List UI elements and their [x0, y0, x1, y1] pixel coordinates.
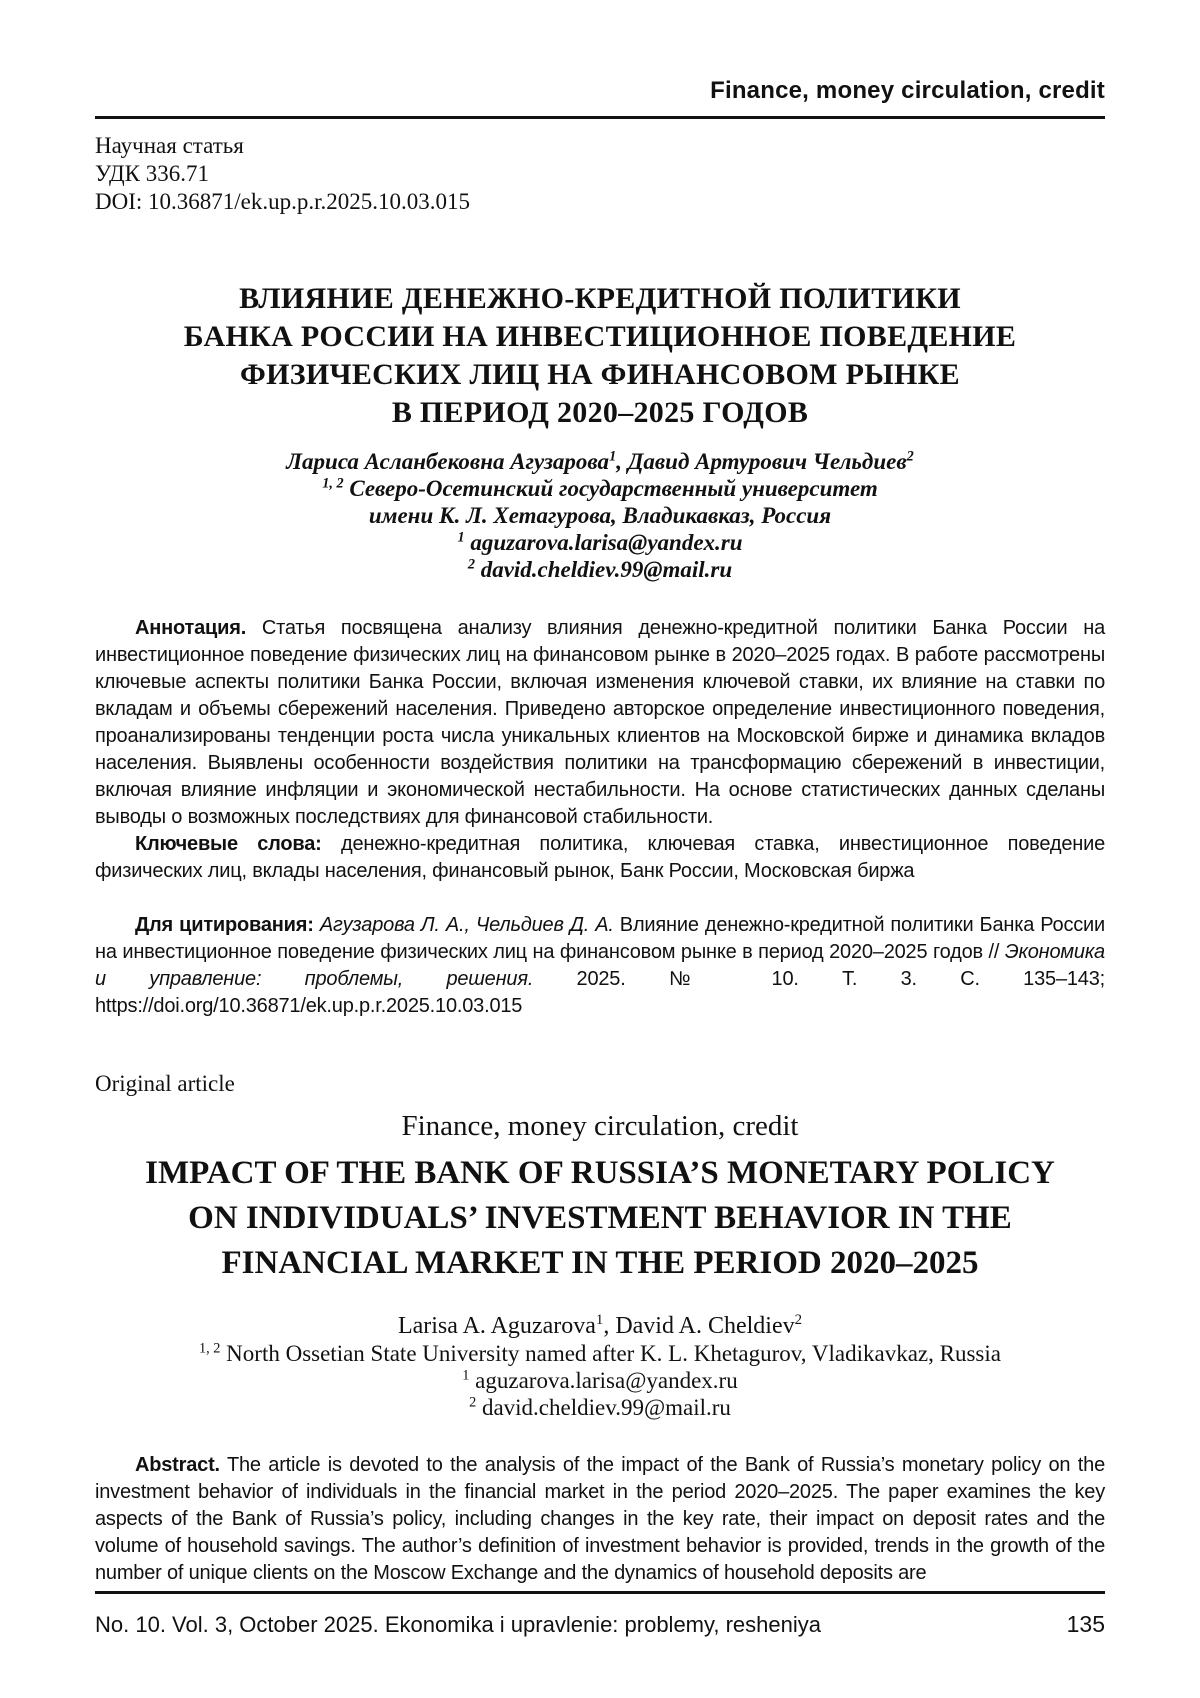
footer-rule: [95, 1591, 1105, 1594]
section-heading-en: Finance, money circulation, credit: [401, 1110, 799, 1142]
title-ru-line: БАНКА РОССИИ НА ИНВЕСТИЦИОННОЕ ПОВЕДЕНИЕ: [183, 320, 1017, 353]
author2-affil-mark-en: 2: [794, 1312, 803, 1328]
citation-journal: Экономика и управление: проблемы, решения.: [95, 941, 1105, 990]
author1-email-en: $^1$ aguzarova.larisa@yandex.ru: [462, 1367, 738, 1393]
keywords-ru-label: Ключевые слова:: [135, 833, 322, 855]
title-ru-line: ВЛИЯНИЕ ДЕНЕЖНО-КРЕДИТНОЙ ПОЛИТИКИ: [239, 282, 961, 315]
abstract-en-label: Abstract.: [135, 1454, 220, 1476]
citation-text: Влияние денежно-кредитной политики Банка России на инвестиционное поведение физических лиц на финансовом рынке в период 2020–2025 годов //: [95, 914, 1105, 963]
page-footer: [95, 1591, 1105, 1638]
affiliation-en: $^{1, 2}$ North Ossetian State University named after K. L. Khetagurov, Vladikavkaz, Russia: [199, 1340, 1001, 1366]
abstract-en-text: The article is devoted to the analysis of the impact of the Bank of Russia’s monetary policy on the investment behavior of individuals in the financial market in the period 2020–2025. The paper examines the key aspects of the Bank of Russia’s policy, including changes in the key rate, their impact on deposit rates and the volume of household savings. The author’s definition of investment behavior is provided, trends in the growth of the number of unique clients on the Moscow Exchange and the dynamics of household deposits are: [95, 1454, 1105, 1584]
article-type-ru: Научная статья: [95, 133, 244, 158]
affiliation-ru-line1: $^{1, 2}$ Северо-Осетинский государственный университет: [322, 475, 878, 501]
abstract-ru-label: Аннотация.: [135, 617, 247, 639]
keywords-ru-text: денежно-кредитная политика, ключевая ставка, инвестиционное поведение физических лиц, вклады населения, финансовый рынок, Банк России, Московская биржа: [95, 833, 1105, 882]
abstract-ru: [95, 615, 1105, 831]
citation-ref: 2025. № 10. Т. 3. С. 135–143; https://doi.org/10.36871/ek.up.p.r.2025.10.03.015: [95, 968, 1105, 1017]
footer-journal-info: No. 10. Vol. 3, October 2025. Ekonomika i upravlenie: problemy, resheniya: [95, 1612, 821, 1637]
citation-authors: Агузарова Л. А., Чельдиев Д. А.: [313, 914, 614, 936]
authors-line-en: Larisa A. Aguzarova$^1$, David A. Cheldiev$^2$: [397, 1312, 803, 1339]
affiliation-en-block: [95, 1340, 1105, 1421]
abstract-ru-text: Статья посвящена анализу влияния денежно-кредитной политики Банка России на инвестиционное поведение физических лиц на финансовом рынке в 2020–2025 годах. В работе рассмотрены ключевые аспекты политики Банка России, включая изменения ключевой ставки, их влияние на ставки по вкладам и объемы сбережений населения. Приведено авторское определение инвестиционного поведения, проанализированы тенденции роста числа уникальных клиентов на Московской бирже и динамика вкладов населения. Выявлены особенности воздействия политики на трансформацию сбережений в инвестиции, включая влияние инфляции и экономической нестабильности. На основе статистических данных сделаны выводы о возможных последствиях для финансовой стабильности.: [95, 617, 1105, 828]
keywords-ru: [95, 831, 1105, 885]
authors-block-ru: [95, 448, 1105, 583]
title-en: [95, 1151, 1105, 1286]
citation-ru: [95, 912, 1105, 1020]
title-en-line: IMPACT OF THE BANK OF RUSSIA’S MONETARY POLICY: [145, 1155, 1055, 1191]
author2-email-en: $^2$ david.cheldiev.99@mail.ru: [469, 1394, 731, 1420]
author1-affil-mark: 1: [609, 448, 617, 465]
journal-rubric-header: Finance, money circulation, credit: [710, 77, 1105, 104]
affil-marks: 1, 2: [322, 475, 344, 492]
title-en-line: FINANCIAL MARKET IN THE PERIOD 2020–2025: [221, 1245, 979, 1281]
doi-line: DOI: 10.36871/ek.up.p.r.2025.10.03.015: [95, 189, 471, 214]
title-en-line: ON INDIVIDUALS’ INVESTMENT BEHAVIOR IN THE: [188, 1200, 1012, 1236]
title-ru: [95, 280, 1105, 432]
udc-number: УДК 336.71: [95, 161, 209, 186]
author1-affil-mark-en: 1: [595, 1312, 604, 1328]
header-rule: [95, 116, 1105, 119]
authors-line-ru: Лариса Асланбековна Агузарова$^1$, Давид Артурович Чельдиев$^2$: [286, 448, 914, 474]
article-meta: [95, 132, 1105, 216]
article-type-en: Original article: [95, 1071, 235, 1096]
page-number: 135: [1066, 1611, 1105, 1637]
author2-email: $^2$ david.cheldiev.99@mail.ru: [467, 556, 733, 582]
author1-email: $^1$ aguzarova.larisa@yandex.ru: [457, 529, 743, 555]
citation-label: Для цитирования:: [135, 914, 314, 936]
affiliation-ru-line2: имени К. Л. Хетагурова, Владикавказ, Россия: [368, 503, 832, 528]
title-ru-line: В ПЕРИОД 2020–2025 ГОДОВ: [391, 396, 809, 429]
abstract-en: [95, 1452, 1105, 1587]
affil-marks-en: 1, 2: [199, 1340, 221, 1357]
title-ru-line: ФИЗИЧЕСКИХ ЛИЦ НА ФИНАНСОВОМ РЫНКЕ: [240, 358, 960, 391]
author2-affil-mark: 2: [906, 448, 914, 465]
